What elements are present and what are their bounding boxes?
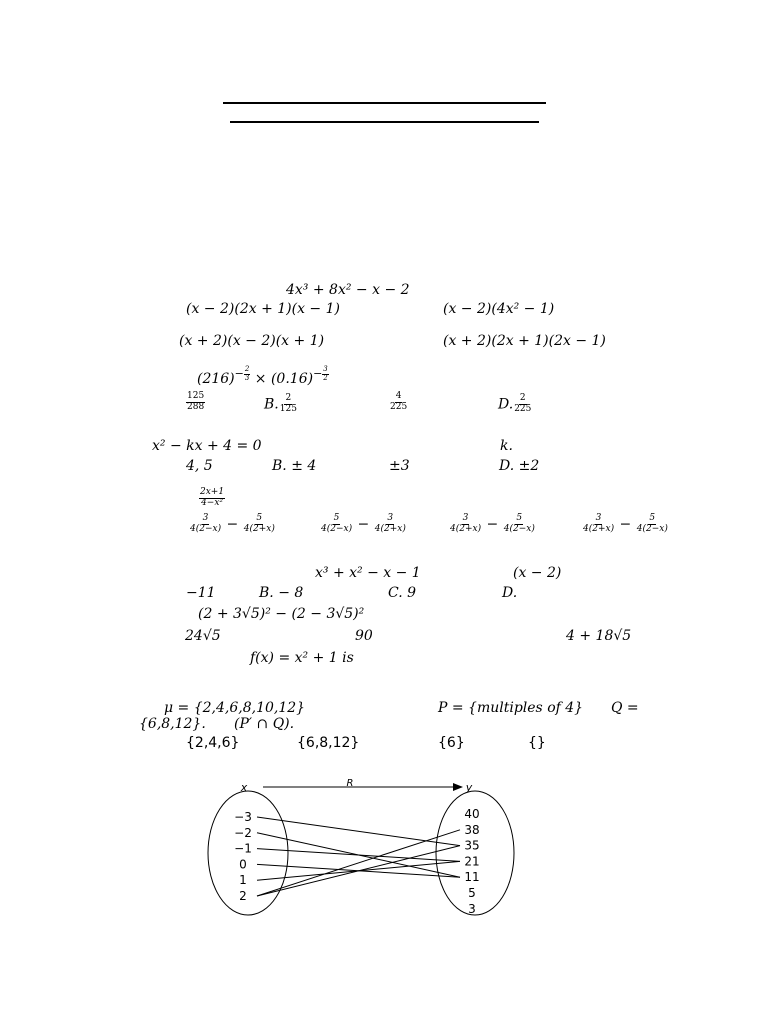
codomain-label: y [465, 781, 473, 794]
codomain-value: 21 [464, 854, 480, 869]
q3-k: k. [500, 438, 513, 454]
mapping-line [257, 833, 460, 877]
q2-exponent-1: − 2 3 [234, 365, 250, 382]
q7-expression: f(x) = x² + 1 is [250, 650, 354, 666]
q1-option-b: (x − 2)(4x² − 1) [443, 301, 555, 317]
domain-label: x [240, 781, 248, 794]
q5-option-d: D. [502, 585, 518, 601]
codomain-oval [436, 791, 514, 915]
q4-option-b: $\frac{5}{4(2-x)}$ − $\frac{3}{4(2+x)}$ [321, 513, 406, 534]
q5-option-c: C. 9 [388, 585, 417, 601]
domain-oval [208, 791, 288, 915]
q8-option-a: {2,4,6} [186, 735, 240, 751]
q3-option-a: 4, 5 [186, 458, 213, 474]
q2-option-d: D. $\frac{2}{225}$ [498, 393, 532, 414]
q3-equation: x² − kx + 4 = 0 [152, 438, 262, 454]
mapping-line [257, 849, 460, 862]
q4-expression: $\frac{2x+1}{\text{4−x²}}$ [200, 487, 225, 508]
domain-value: 0 [239, 857, 247, 872]
mapping-line [257, 861, 460, 880]
q2-option-a: $\frac{125}{288}$ [187, 391, 205, 412]
q3-option-d: D. ±2 [499, 458, 540, 474]
q8-option-d: {} [528, 735, 546, 751]
domain-value: 2 [239, 889, 247, 903]
q2-expression [197, 366, 329, 386]
q6-expression: (2 + 3√5)² − (2 − 3√5)² [198, 606, 365, 622]
codomain-value: 38 [464, 822, 480, 837]
domain-value: −2 [234, 825, 252, 840]
q6-option-c: 4 + 18√5 [566, 628, 632, 644]
mapping-line [257, 846, 460, 896]
relation-label: R [346, 778, 354, 789]
q8-option-c: {6} [438, 735, 465, 751]
codomain-value: 3 [468, 901, 476, 916]
q8-set-q-values: {6,8,12}. [139, 716, 206, 732]
q1-expression: 4x³ + 8x² − x − 2 [286, 282, 410, 298]
domain-value: −1 [234, 841, 252, 856]
q2-option-b: B. $\frac{2}{125}$ [264, 393, 297, 414]
q5-option-b: B. − 8 [259, 585, 304, 601]
mapping-line [257, 864, 460, 877]
q3-option-b: B. ± 4 [272, 458, 317, 474]
codomain-value: 40 [464, 807, 480, 821]
q6-option-b: 90 [355, 628, 373, 644]
q1-option-c: (x + 2)(x − 2)(x + 1) [179, 333, 325, 349]
q6-option-a: 24√5 [185, 628, 221, 644]
title-rule-top [223, 102, 546, 104]
q2-option-c: $\frac{4}{225}$ [390, 391, 408, 412]
codomain-value: 11 [464, 870, 480, 885]
q1-option-a: (x − 2)(2x + 1)(x − 1) [186, 301, 340, 317]
domain-value: −3 [234, 810, 252, 824]
q8-operation: (P′ ∩ Q). [234, 716, 295, 732]
codomain-value: 5 [468, 886, 476, 900]
q5-expression: x³ + x² − x − 1 [315, 565, 421, 581]
q8-option-b: {6,8,12} [297, 735, 360, 751]
mapping-line [257, 830, 460, 896]
domain-value: 1 [239, 873, 247, 888]
q2-base: (216) [197, 370, 235, 387]
q1-option-d: (x + 2)(2x + 1)(2x − 1) [443, 333, 606, 349]
q8-set-q-label: Q = [611, 700, 639, 716]
q2-exponent-2: − 3 2 [313, 365, 328, 382]
mapping-line [257, 817, 460, 846]
q8-set-p: P = {multiples of 4} [438, 700, 584, 716]
title-rule-bottom [230, 121, 539, 123]
q5-option-a: −11 [186, 585, 216, 601]
q4-option-d: $\frac{3}{4(2+x)}$ − $\frac{5}{4(2-x)}$ [583, 513, 668, 534]
q5-factor: (x − 2) [513, 565, 562, 581]
q4-option-a: $\frac{3}{4(2-x)}$ − $\frac{5}{4(2+x)}$ [190, 513, 275, 534]
q4-option-c: $\frac{3}{4(2+x)}$ − $\frac{5}{4(2-x)}$ [450, 513, 535, 534]
q2-times: × (0.16) [250, 370, 314, 387]
q3-option-c: ±3 [389, 458, 410, 474]
codomain-value: 35 [464, 838, 480, 853]
q8-universal-set: μ = {2,4,6,8,10,12} [164, 700, 306, 716]
